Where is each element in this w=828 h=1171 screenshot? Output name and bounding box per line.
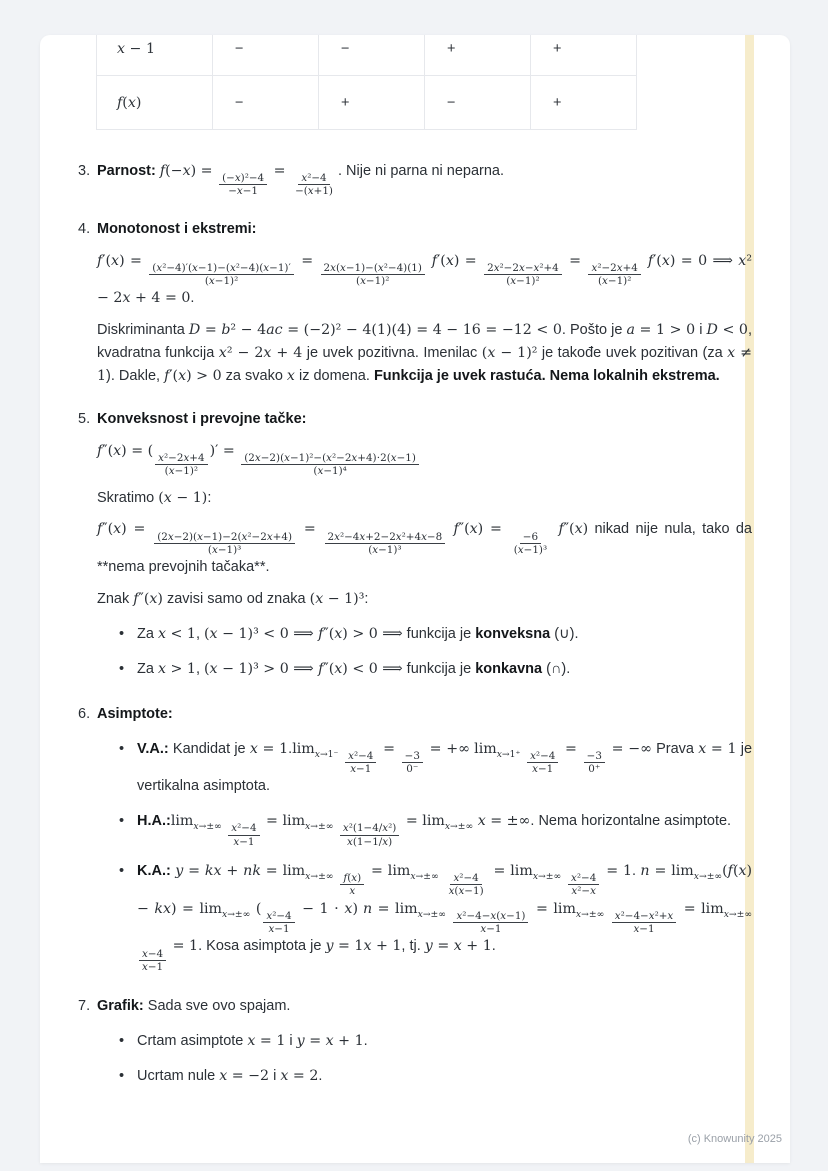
bold-text: Parnost: — [97, 163, 156, 179]
sign-cell: + — [531, 76, 637, 130]
numbered-item — [78, 408, 752, 683]
row-label — [97, 35, 213, 76]
item-content — [97, 218, 752, 388]
fraction: $\frac{\text{(−x)²−4}}{-x-1}$ — [219, 172, 267, 197]
fraction: $\frac{-6}{\text{(x−1)³}}$ — [513, 530, 548, 556]
sign-table — [96, 35, 637, 130]
inline-math: $\lim_{x\to\pm\infty}$ $\frac{\text{x²−4}}{x-1}$ = $\lim_{x\to\pm\infty}$ $\frac{\text{x²(1−4/x²)}}{x(1-1/x)}$ = $\lim_{x\to\pm\infty} x$ = ±∞ — [170, 813, 531, 848]
inline-math: f″(x) — [558, 521, 589, 538]
fraction: $\frac{\text{x²−4}}{\text{x²−x}}$ — [568, 872, 599, 897]
fraction: $\frac{\text{x²−4}}{x-1}$ — [263, 910, 294, 935]
item-number: 6. — [78, 705, 91, 722]
item-content — [97, 408, 752, 683]
analysis-list — [78, 160, 752, 1090]
fraction: $\frac{\text{x²−4}}{x(x-1)}$ — [448, 872, 484, 898]
paragraph: Parnost: f(−x) = $\frac{\text{(−x)²−4}}{-x-1}$ = $\frac{\text{x²−4}}{-(x+1)}$ . Nije ni parna ni neparna. — [97, 163, 505, 198]
bold-text: Monotonost i ekstremi: — [97, 220, 257, 237]
inline-math: f″(x) = ( $\frac{\text{x²−2x+4}}{\text{(x−1)²}}$ )′ = $\frac{\text{(2x−2)(x−1)²−(x²−2x+4)⋅2(x−1)}}{\text{(x−1)⁴}}$ — [97, 443, 421, 459]
sign-cell: − — [425, 76, 531, 130]
inline-math: x = 1 — [249, 740, 289, 757]
bullet-item: • K.A.: y = kx + nk = $\lim_{x\to\pm\infty}$ $\frac{f(x)}{x}$ = $\lim_{x\to\pm\infty}$ $\frac{\text{x²−4}}{x(x-1)}$ = $\lim_{x\to\pm\infty}$ $\frac{\text{x²−4}}{\text{x²−x}}$ = 1. $n = \lim_{x\to\pm\infty}(f(x) - kx) = \lim_{x\to\pm\infty}$ ( $\frac{\text{x²−4}}{x-1}$ − 1 ⋅ x) $n = \lim_{x\to\pm\infty}$ $\frac{\text{x²−4−x(x−1)}}{x-1}$ = $\lim_{x\to\pm\infty}$ $\frac{\text{x²−4−x²+x}}{x-1}$ = $\lim_{x\to\pm\infty}$ $\frac{x-4}{x-1}$ = 1. Kosa asimptota je y = 1x + 1, tj. y = x + 1. — [117, 860, 752, 973]
inline-math: f(−x) = $\frac{\text{(−x)²−4}}{-x-1}$ = $\frac{\text{x²−4}}{-(x+1)}$ — [160, 163, 338, 179]
fraction: $\frac{\text{x²−2x+4}}{\text{(x−1)²}}$ — [155, 452, 207, 477]
fraction: $\frac{\text{x²−4}}{x-1}$ — [345, 750, 376, 775]
bullet-item: • Ucrtam nule x = −2 i x = 2. — [117, 1065, 752, 1088]
item-content — [97, 160, 752, 198]
bold-text: Grafik: — [97, 997, 144, 1014]
numbered-item — [78, 218, 752, 388]
paragraph: f″(x) = $\frac{\text{(2x−2)(x−1)−2(x²−2x+4)}}{\text{(x−1)³}}$ = $\frac{\text{2x²−4x+2−2x²+4x−8}}{\text{(x−1)³}}$ f″(x) = $\frac{-6}{\text{(x−1)³}}$ f″(x) nikad nije nula, tako da **nema prevojnih tačaka**. — [97, 521, 752, 576]
inline-math: D = b² − 4ac = (−2)² − 4(1)(4) = 4 − 16 = −12 < 0 — [188, 322, 562, 339]
bullet-list — [117, 1030, 752, 1088]
inline-math: x = 1 — [698, 740, 737, 757]
bold-text: K.A.: — [137, 862, 171, 879]
sign-cell: − — [213, 76, 319, 130]
inline-math: $k = \lim_{x\to\pm\infty}$ $\frac{f(x)}{x}$ = $\lim_{x\to\pm\infty}$ $\frac{\text{x²−4}}{x(x-1)}$ = $\lim_{x\to\pm\infty}$ $\frac{\text{x²−4}}{\text{x²−x}}$ = 1 — [252, 862, 632, 898]
fraction: $\frac{\text{x²−2x+4}}{\text{(x−1)²}}$ — [588, 262, 640, 287]
fraction: $\frac{\text{2x²−2x−x²+4}}{\text{(x−1)²}}$ — [484, 262, 562, 287]
bold-text: konkavna — [475, 660, 543, 677]
fraction: $\frac{\text{x²−4}}{x-1}$ — [527, 750, 558, 775]
item-number: 7. — [78, 997, 91, 1014]
inline-math: D < 0 — [706, 322, 748, 339]
bold-text: Konveksnost i prevojne tačke: — [97, 410, 307, 427]
item-content — [97, 995, 752, 1090]
row-label — [97, 76, 213, 130]
bullet-list — [117, 623, 752, 681]
bold-text: Funkcija je uvek rastuća. Nema lokalnih ekstrema. — [373, 368, 720, 384]
document-card — [40, 35, 790, 1163]
bold-text: konveksna — [475, 625, 551, 642]
inline-math: f″(x) = $\frac{\text{(2x−2)(x−1)−2(x²−2x+4)}}{\text{(x−1)³}}$ = $\frac{\text{2x²−4x+2−2x²+4x−8}}{\text{(x−1)³}}$ — [97, 521, 447, 537]
inline-math: (x − 1)² — [481, 345, 538, 362]
inline-math: f(x) — [117, 94, 142, 111]
inline-math: (x − 1)³ < 0 ⟹ f″(x) > 0 ⟹ — [204, 625, 403, 642]
sign-cell: + — [531, 35, 637, 76]
paragraph: f′(x) = $\frac{\text{(x²−4)′(x−1)−(x²−4)(x−1)′}}{\text{(x−1)²}}$ = $\frac{\text{2x(x−1)−(x²−4)(1)}}{\text{(x−1)²}}$ f′(x) = $\frac{\text{2x²−2x−x²+4}}{\text{(x−1)²}}$ = $\frac{\text{x²−2x+4}}{\text{(x−1)²}}$ f′(x) = 0 ⟹ x² − 2x + 4 = 0. — [97, 252, 753, 307]
fraction: $\frac{\text{x²−4−x²+x}}{x-1}$ — [612, 910, 676, 935]
inline-math: x — [286, 368, 295, 384]
bullet-item: • Za x > 1, (x − 1)³ > 0 ⟹ f″(x) < 0 ⟹ funkcija je konkavna (∩). — [117, 658, 752, 681]
sign-cell: − — [213, 35, 319, 76]
fraction: $\frac{x-4}{x-1}$ — [139, 948, 166, 973]
fraction: $\frac{\text{(2x−2)(x−1)²−(x²−2x+4)⋅2(x−1)}}{\text{(x−1)⁴}}$ — [241, 452, 419, 477]
inline-math: (x − 1) — [158, 489, 208, 506]
numbered-item — [78, 160, 752, 198]
fraction: $\frac{\text{(x²−4)′(x−1)−(x²−4)(x−1)′}}{\text{(x−1)²}}$ — [149, 262, 294, 287]
inline-math: f′(x) = 0 ⟹ x² − 2x + 4 = 0 — [97, 252, 753, 307]
numbered-item — [78, 703, 752, 975]
sign-cell: + — [319, 76, 425, 130]
inline-math: $n = \lim_{x\to\pm\infty}(f(x) - kx) = \lim_{x\to\pm\infty}$ ( $\frac{\text{x²−4}}{x-1}$ − 1 ⋅ x) — [137, 862, 753, 936]
inline-math: x = 1 — [247, 1032, 286, 1049]
inline-math: x ≠ 1 — [97, 345, 753, 384]
fraction: $\frac{\text{x²−4}}{-(x+1)}$ — [295, 172, 333, 198]
sign-cell: − — [319, 35, 425, 76]
fraction: $\frac{-3}{0^+}$ — [584, 750, 605, 775]
fraction: $\frac{f(x)}{x}$ — [340, 872, 364, 897]
inline-math: f′(x) = $\frac{\text{2x²−2x−x²+4}}{\text{(x−1)²}}$ = $\frac{\text{x²−2x+4}}{\text{(x−1)²}}$ — [432, 253, 643, 269]
inline-math: $\lim_{x\to 1^-}$ $\frac{\text{x²−4}}{x-1}$ = $\frac{-3}{0^-}$ = +∞ — [292, 740, 470, 776]
numbered-item — [78, 995, 752, 1090]
bold-text: H.A.: — [137, 813, 171, 830]
item-number: 5. — [78, 410, 91, 427]
bullet-item: • V.A.: Kandidat je $x = 1.\lim_{x\to 1^-}$ $\frac{\text{x²−4}}{x-1}$ = $\frac{-3}{0^-}$ = +∞ $\lim_{x\to 1^+}$ $\frac{\text{x²−4}}{x-1}$ = $\frac{-3}{0^+}$ = −∞ Prava x = 1 je vertikalna asimptota. — [117, 738, 752, 799]
inline-math: x = −2 — [219, 1067, 270, 1084]
fraction: $\frac{\text{(2x−2)(x−1)−2(x²−2x+4)}}{\text{(x−1)³}}$ — [154, 531, 295, 556]
table-row — [97, 35, 637, 76]
paragraph: Skratimo (x − 1): — [97, 489, 212, 506]
inline-math: (x − 1)³ — [309, 591, 365, 607]
table-row — [97, 76, 637, 130]
inline-math: f″(x) — [133, 591, 163, 607]
inline-math: f″(x) = $\frac{-6}{\text{(x−1)³}}$ — [454, 521, 553, 537]
bold-text: Asimptote: — [97, 705, 173, 722]
inline-math: x = 2 — [280, 1067, 319, 1084]
inline-math: $\lim_{x\to 1^+}$ $\frac{\text{x²−4}}{x-1}$ = $\frac{-3}{0^+}$ = −∞ — [474, 740, 652, 776]
fraction: $\frac{\text{x²(1−4/x²)}}{x(1-1/x)}$ — [340, 822, 399, 847]
inline-math: x − 1 — [117, 40, 155, 57]
copyright-footer: (c) Knowunity 2025 — [687, 1133, 782, 1145]
inline-math: x < 1 — [157, 625, 196, 642]
inline-math: x² − 2x + 4 — [218, 345, 303, 362]
bullet-item: • $H.A.:\lim_{x\to\pm\infty}$ $\frac{\text{x²−4}}{x-1}$ = $\lim_{x\to\pm\infty}$ $\frac{\text{x²(1−4/x²)}}{x(1-1/x)}$ = $\lim_{x\to\pm\infty} x$ = ±∞. Nema horizontalne asimptote. — [117, 810, 752, 848]
item-content — [97, 703, 752, 975]
inline-math: y = x + 1 — [296, 1032, 364, 1049]
fraction: $\frac{\text{x²−4}}{x-1}$ — [228, 822, 259, 847]
inline-math: f′(x) > 0 — [164, 368, 222, 384]
bullet-item: • Crtam asimptote x = 1 i y = x + 1. — [117, 1030, 752, 1053]
inline-math: y = kx + n — [175, 862, 253, 879]
document-content — [40, 35, 790, 1090]
inline-math: x > 1 — [157, 660, 196, 677]
paragraph: Grafik: Sada sve ovo spajam. — [97, 997, 291, 1014]
sign-table-body — [97, 35, 637, 130]
paragraph — [97, 703, 752, 726]
inline-math: $n = \lim_{x\to\pm\infty}$ $\frac{\text{x²−4−x(x−1)}}{x-1}$ = $\lim_{x\to\pm\infty}$ $\frac{\text{x²−4−x²+x}}{x-1}$ = $\lim_{x\to\pm\infty}$ $\frac{x-4}{x-1}$ = 1 — [137, 901, 752, 955]
paragraph: Znak f″(x) zavisi samo od znaka (x − 1)³: — [97, 591, 369, 607]
paragraph — [97, 408, 752, 431]
inline-math: a = 1 > 0 — [626, 322, 696, 339]
fraction: $\frac{-3}{0^-}$ — [402, 750, 423, 775]
item-number: 3. — [78, 163, 91, 179]
bullet-list — [117, 738, 752, 973]
paragraph: Diskriminanta D = b² − 4ac = (−2)² − 4(1)(4) = 4 − 16 = −12 < 0. Pošto je a = 1 > 0 i D < 0, kvadratna funkcija x² − 2x + 4 je uvek pozitivna. Imenilac (x − 1)² je takođe uvek pozitivan (za x ≠ 1). Dakle, f′(x) > 0 za svako x iz domena. Funkcija je uvek rastuća. Nema lokalnih ekstrema. — [97, 322, 753, 384]
bold-text: V.A.: — [137, 740, 169, 757]
fraction: $\frac{\text{x²−4−x(x−1)}}{x-1}$ — [453, 910, 528, 935]
bullet-item: • Za x < 1, (x − 1)³ < 0 ⟹ f″(x) > 0 ⟹ funkcija je konveksna (∪). — [117, 623, 752, 646]
inline-math: y = x + 1 — [424, 938, 492, 955]
inline-math: (x − 1)³ > 0 ⟹ f″(x) < 0 ⟹ — [204, 660, 403, 677]
fraction: $\frac{\text{2x(x−1)−(x²−4)(1)}}{\text{(x−1)²}}$ — [321, 262, 425, 287]
paragraph — [97, 218, 752, 241]
fraction: $\frac{\text{2x²−4x+2−2x²+4x−8}}{\text{(x−1)³}}$ — [325, 531, 446, 556]
inline-math: f′(x) = $\frac{\text{(x²−4)′(x−1)−(x²−4)(x−1)′}}{\text{(x−1)²}}$ = $\frac{\text{2x(x−1)−(x²−4)(1)}}{\text{(x−1)²}}$ — [97, 253, 427, 269]
sign-cell: + — [425, 35, 531, 76]
item-number: 4. — [78, 220, 91, 237]
paragraph — [97, 440, 752, 478]
inline-math: y = 1x + 1 — [325, 938, 402, 955]
